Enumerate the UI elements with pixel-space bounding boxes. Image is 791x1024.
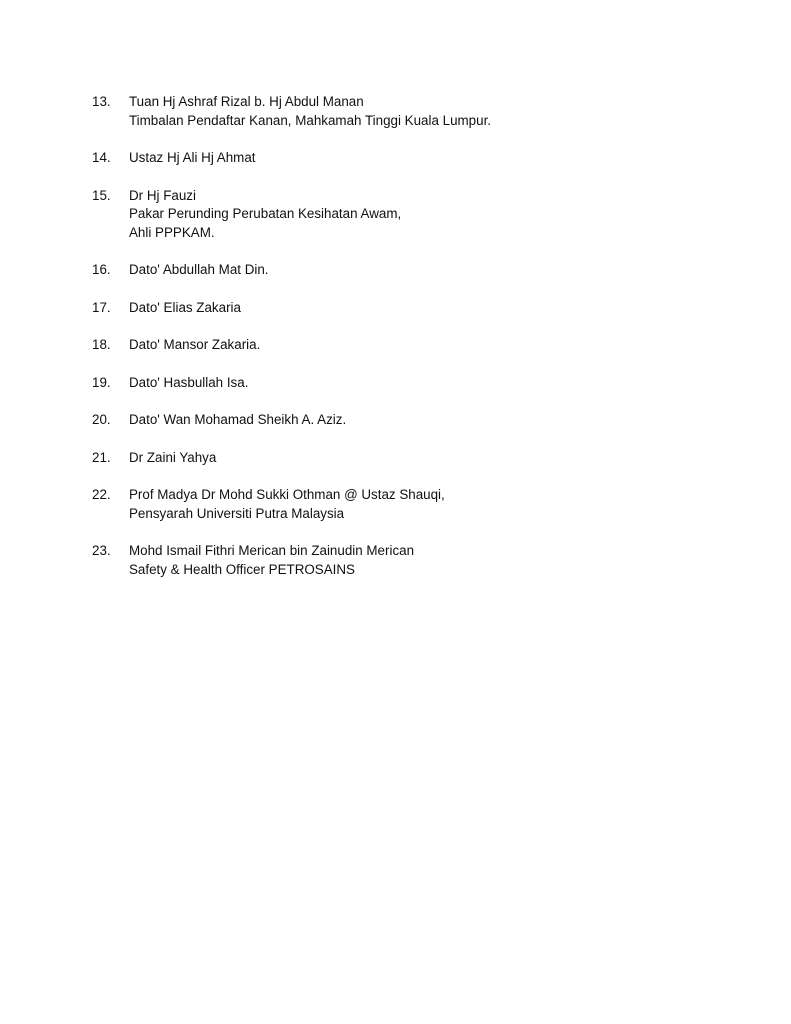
- list-item: [92, 336, 732, 355]
- entry-name: Dato' Elias Zakaria: [129, 299, 241, 315]
- entry-body: [129, 374, 732, 393]
- entry-number: 18.: [92, 337, 111, 352]
- entry-number: 22.: [92, 487, 111, 502]
- entry-body: [129, 411, 732, 430]
- entry-number: 20.: [92, 412, 111, 427]
- entry-detail: Pensyarah Universiti Putra Malaysia: [129, 505, 345, 521]
- list-item: [92, 93, 732, 130]
- entry-number: 21.: [92, 449, 111, 465]
- entry-number: 15.: [92, 187, 111, 203]
- list-item: [92, 449, 732, 468]
- entry-number: 13.: [92, 94, 111, 109]
- list-item: [92, 261, 732, 280]
- entry-name: Tuan Hj Ashraf Rizal b. Hj Abdul Manan: [129, 94, 364, 109]
- entry-body: [129, 486, 732, 523]
- entry-detail: Pakar Perunding Perubatan Kesihatan Awam,: [129, 206, 402, 221]
- entry-detail: Timbalan Pendaftar Kanan, Mahkamah Tinggi Kuala Lumpur.: [129, 112, 492, 128]
- entry-name: Prof Madya Dr Mohd Sukki Othman @ Ustaz Shauqi,: [129, 487, 445, 502]
- entry-body: [129, 299, 732, 318]
- entry-number: 17.: [92, 299, 111, 315]
- entry-name: Dato' Abdullah Mat Din.: [129, 262, 269, 277]
- entry-body: [129, 261, 732, 280]
- entry-body: [129, 336, 732, 355]
- entry-number: 23.: [92, 543, 111, 558]
- entry-detail: Safety & Health Officer PETROSAINS: [129, 561, 355, 577]
- entry-body: [129, 449, 732, 468]
- entry-name: Dato' Hasbullah Isa.: [129, 374, 249, 390]
- entry-name: Dato' Wan Mohamad Sheikh A. Aziz.: [129, 412, 347, 427]
- list-item: [92, 299, 732, 318]
- entry-body: [129, 187, 732, 243]
- list-item: [92, 187, 732, 243]
- entry-name: Dr Hj Fauzi: [129, 187, 196, 203]
- entry-detail: Ahli PPPKAM.: [129, 224, 215, 240]
- numbered-entry-list: [92, 93, 732, 598]
- entry-name: Dr Zaini Yahya: [129, 449, 217, 465]
- entry-number: 16.: [92, 262, 111, 277]
- list-item: [92, 411, 732, 430]
- entry-name: Mohd Ismail Fithri Merican bin Zainudin Merican: [129, 543, 415, 558]
- entry-number: 19.: [92, 374, 111, 390]
- entry-name: Dato' Mansor Zakaria.: [129, 337, 261, 352]
- entry-body: [129, 93, 732, 130]
- entry-body: [129, 542, 732, 579]
- list-item: [92, 542, 732, 579]
- list-item: [92, 374, 732, 393]
- list-item: [92, 486, 732, 523]
- list-item: [92, 149, 732, 168]
- entry-number: 14.: [92, 150, 111, 165]
- entry-name: Ustaz Hj Ali Hj Ahmat: [129, 150, 256, 165]
- entry-body: [129, 149, 732, 168]
